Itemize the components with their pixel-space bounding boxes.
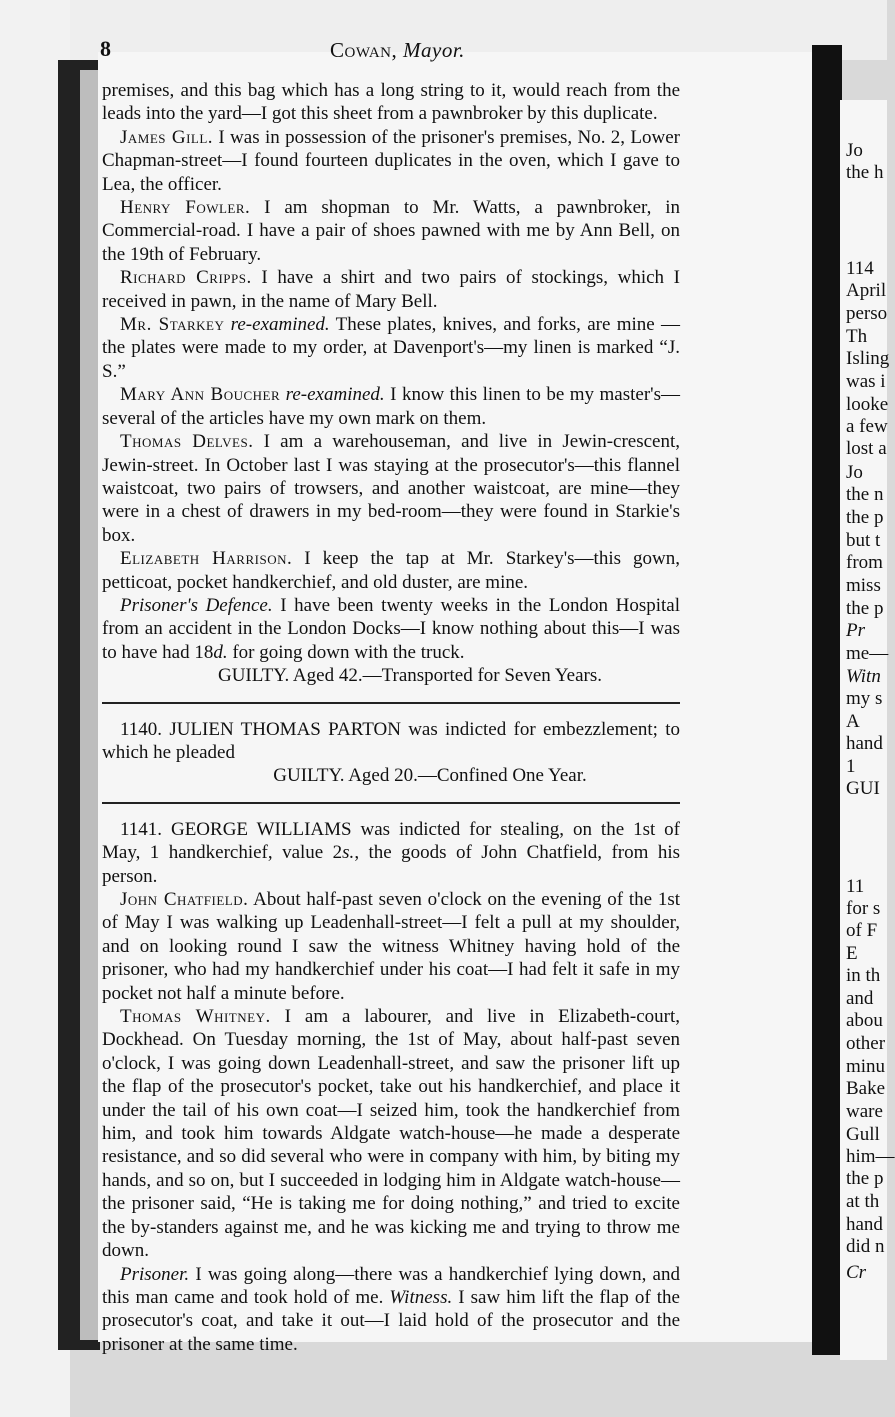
facing-line: hand	[846, 733, 883, 754]
facing-line: Jo	[846, 140, 863, 161]
facing-line: Isling	[846, 348, 890, 369]
testimony-text: About half-past seven o'clock on the evening of the 1st of May I was walking up Leadenhall-street—I felt a pull at my shoulder, and on looking round I saw the witness Whitney having hold of the prisoner, who had my handkerchief under his coat—I had felt it safe in my pocket not half a minute before.	[102, 889, 680, 1004]
facing-line: other	[846, 1033, 886, 1054]
speaker: Mr. Starkey	[120, 314, 225, 336]
speaker: Thomas Delves.	[120, 431, 254, 453]
page-edges	[80, 70, 100, 1340]
role: re-examined.	[224, 314, 330, 336]
facing-line: Pr	[846, 620, 865, 641]
facing-line: Cr	[846, 1262, 867, 1283]
speaker: Thomas Whitney.	[120, 1006, 271, 1028]
facing-line: the n	[846, 484, 884, 505]
facing-line: 11	[846, 876, 865, 897]
facing-line: E	[846, 943, 858, 964]
facing-line: me—	[846, 643, 889, 664]
facing-line: the p	[846, 598, 884, 619]
testimony-text: These plates, knives, and forks, are mine —the plates were made to my order, at Davenport's—my linen is marked “J. S.”	[102, 314, 680, 382]
facing-line: 1	[846, 756, 856, 777]
speaker: Richard Cripps.	[120, 267, 252, 289]
running-head	[330, 38, 465, 63]
case-1141	[102, 818, 680, 888]
facing-line: for s	[846, 898, 881, 919]
testimony-text: for going down with the truck.	[227, 641, 465, 663]
testimony-richard-cripps	[102, 266, 680, 313]
testimony-text: I am shopman to Mr. Watts, a pawnbroker, in Commercial-road. I have a pair of shoes pawned with me by Ann Bell, on the 19th of February.	[102, 197, 680, 265]
testimony-james-gill	[102, 126, 680, 196]
facing-line: the p	[846, 1168, 884, 1189]
facing-line: April	[846, 280, 887, 301]
testimony-henry-fowler	[102, 196, 680, 266]
facing-line: A	[846, 711, 860, 732]
testimony-text: I was going along—there was a handkerchief lying down, and this man came and took hold of me.	[102, 1263, 680, 1308]
facing-line: minu	[846, 1056, 886, 1077]
currency-unit: d.	[213, 641, 228, 663]
paragraph: premises, and this bag which has a long string to it, would reach from the leads into the yard—I got this sheet from a pawnbroker by this duplicate.	[102, 80, 680, 125]
label: Prisoner.	[120, 1263, 190, 1285]
facing-line: at th	[846, 1191, 880, 1212]
divider	[102, 702, 680, 704]
facing-line: abou	[846, 1010, 883, 1031]
facing-line: GUI	[846, 778, 880, 799]
currency-unit: s.	[342, 842, 355, 864]
page-body	[102, 79, 680, 1356]
verdict: GUILTY. Aged 42.—Transported for Seven Years.	[217, 665, 603, 687]
testimony-mary-ann-boucher	[102, 383, 680, 430]
testimony-text: I saw him lift the flap of the prosecutor's coat, and take it out—I laid hold of the prosecutor and the prisoner at the same time.	[102, 1286, 680, 1355]
testimony-thomas-whitney	[102, 1005, 680, 1262]
facing-line: my s	[846, 688, 883, 709]
facing-line: a few	[846, 416, 888, 437]
facing-line: did n	[846, 1236, 885, 1257]
label: Prisoner's Defence.	[120, 594, 273, 616]
testimony-text: I am a warehouseman, and live in Jewin-crescent, Jewin-street. In October last I was staying at the prosecutor's—this flannel waistcoat, two pairs of trowsers, and another waistcoat, are mine—they were in a chest of drawers in my bed-room—they were found in Starkie's box.	[102, 431, 680, 546]
facing-line: the h	[846, 162, 884, 183]
facing-line: of F	[846, 920, 878, 941]
facing-line: in th	[846, 965, 881, 986]
verdict: GUILTY. Aged 20.—Confined One Year.	[273, 765, 587, 787]
speaker: John Chatfield.	[120, 889, 249, 910]
facing-line: hand	[846, 1214, 883, 1235]
facing-line: and	[846, 988, 874, 1009]
speaker: Mary Ann Boucher	[120, 384, 281, 406]
role: re-examined.	[280, 384, 385, 406]
testimony-text: I am a labourer, and live in Elizabeth-court, Dockhead. On Tuesday morning, the 1st of May, about half-past seven o'clock, I was going down Leadenhall-street, and saw the prisoner lift up the flap of the prosecutor's pocket, take out his handkerchief, and place it under the tail of his own coat—I seized him, took the handkerchief from him, and took him towards Aldgate watch-house—he made a desperate resistance, and so did several who were in company with him, by biting my hands, and so on, but I succeeded in lodging him in Aldgate watch-house—the prisoner said, “He is taking me for doing nothing,” and tried to excite the by-standers against me, and he was kicking me and trying to throw me down.	[102, 1006, 680, 1262]
facing-line: miss	[846, 575, 881, 596]
running-head-title: Mayor.	[403, 38, 465, 62]
facing-line: looke	[846, 394, 889, 415]
facing-line: 114	[846, 258, 874, 279]
facing-line: ware	[846, 1101, 883, 1122]
testimony-text: I have been twenty weeks in the London Hospital from an accident in the London Docks—I know nothing about this—I was to have had 18	[102, 594, 680, 663]
book-gutter	[812, 45, 842, 1355]
case-text: , the goods of John Chatfield, from his person.	[102, 842, 681, 887]
running-head-name: Cowan,	[330, 38, 398, 62]
case-text: 1141. GEORGE WILLIAMS was indicted for stealing, on the 1st of May, 1 handkerchief, value 2	[102, 818, 680, 864]
facing-line: perso	[846, 303, 888, 324]
testimony-elizabeth-harrison	[102, 547, 680, 594]
facing-line: from	[846, 552, 883, 573]
testimony-text: I keep the tap at Mr. Starkey's—this gown, petticoat, pocket handkerchief, and old duster, are mine.	[102, 548, 680, 593]
testimony-text: I know this linen to be my master's—several of the articles have my own mark on them.	[102, 384, 680, 429]
page-header	[100, 36, 700, 66]
speaker: Henry Fowler.	[120, 197, 251, 219]
prisoner-defence	[102, 594, 680, 664]
speaker: Elizabeth Harrison.	[120, 548, 293, 570]
facing-line: was i	[846, 371, 886, 392]
testimony-mr-starkey	[102, 313, 680, 383]
case-1140: 1140. JULIEN THOMAS PARTON was indicted for embezzlement; to which he pleaded	[102, 718, 680, 763]
prisoner-statement	[102, 1263, 680, 1357]
testimony-text: I was in possession of the prisoner's premises, No. 2, Lower Chapman-street—I found fourteen duplicates in the oven, which I gave to Lea, the officer.	[102, 126, 680, 195]
divider	[102, 802, 680, 804]
facing-line: him—	[846, 1146, 895, 1167]
facing-line: Witn	[846, 666, 881, 687]
testimony-thomas-delves	[102, 430, 680, 547]
facing-line: Gull	[846, 1124, 880, 1145]
testimony-text: I have a shirt and two pairs of stockings, which I received in pawn, in the name of Mary Bell.	[102, 267, 680, 312]
testimony-john-chatfield	[102, 888, 680, 1005]
page-number: 8	[100, 36, 111, 61]
facing-line: the p	[846, 507, 884, 528]
speaker: James Gill.	[120, 126, 214, 148]
label: Witness.	[389, 1286, 453, 1308]
facing-line: but t	[846, 530, 881, 551]
facing-line: Jo	[846, 462, 863, 483]
facing-line: Th	[846, 326, 868, 347]
facing-line: Bake	[846, 1078, 886, 1099]
facing-line: lost a	[846, 438, 887, 459]
